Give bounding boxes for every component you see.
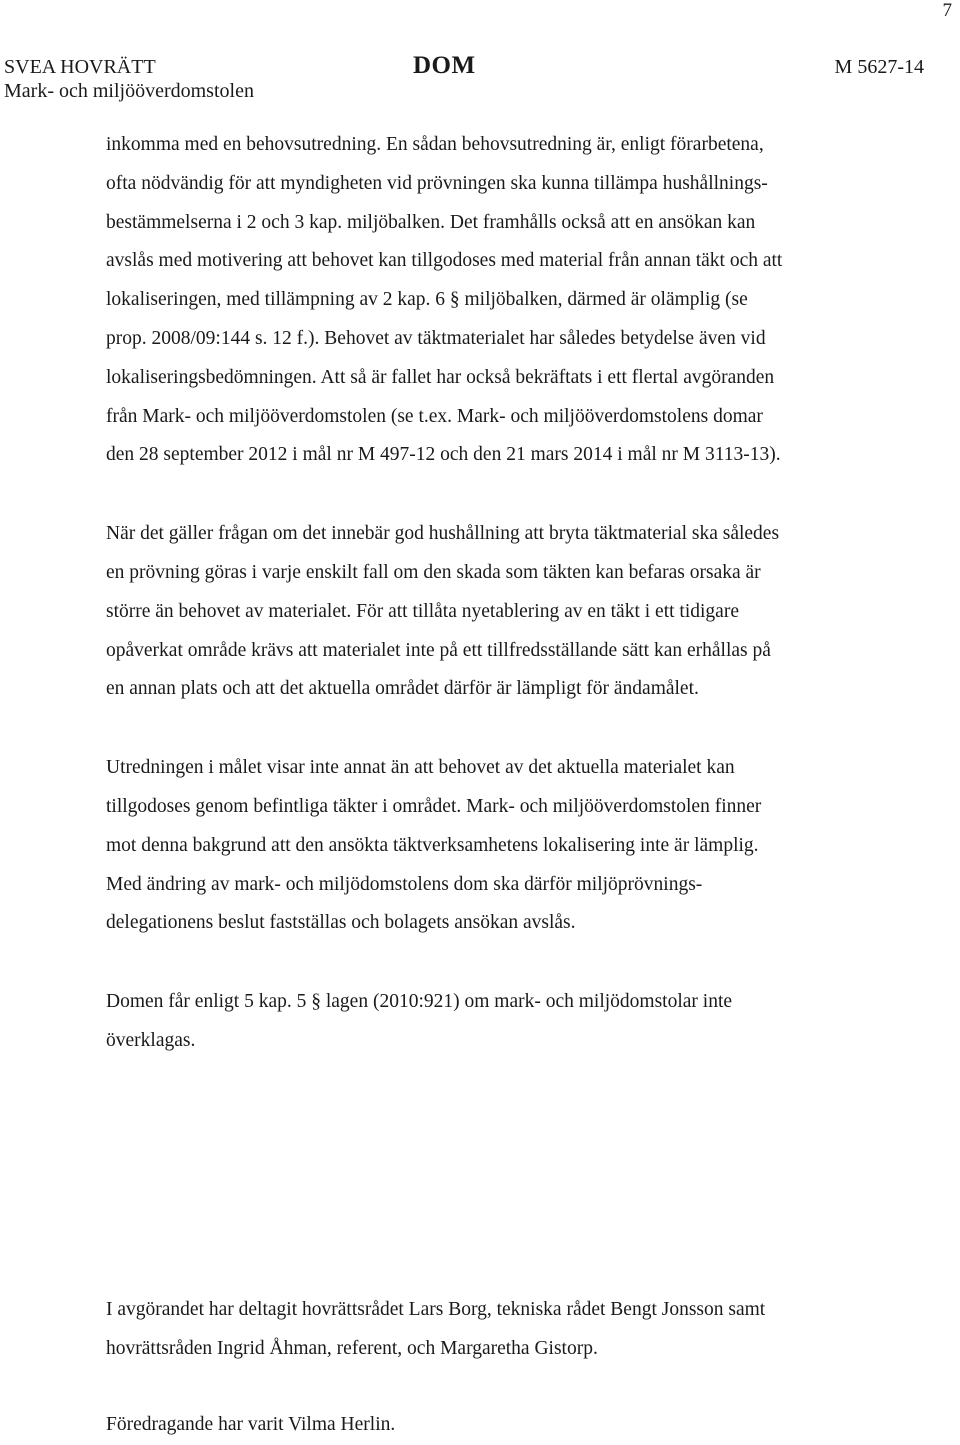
text-line: en prövning göras i varje enskilt fall om den skada som täkten kan befaras orsaka är <box>106 561 761 583</box>
text-line: prop. 2008/09:144 s. 12 f.). Behovet av täktmaterialet har således betydelse även vid <box>106 327 766 349</box>
text-line: Utredningen i målet visar inte annat än att behovet av det aktuella materialet kan <box>106 757 735 779</box>
text-line: hovrättsråden Ingrid Åhman, referent, och Margaretha Gistorp. <box>106 1337 598 1359</box>
text-line: från Mark- och miljööverdomstolen (se t.ex. Mark- och miljööverdomstolens domar <box>106 405 763 427</box>
court-division: Mark- och miljööverdomstolen <box>4 80 254 102</box>
text-line: delegationens beslut fastställas och bolagets ansökan avslås. <box>106 912 576 934</box>
text-line: Med ändring av mark- och miljödomstolens dom ska därför miljöprövnings- <box>106 873 703 895</box>
paragraph <box>106 1291 906 1369</box>
text-line: en annan plats och att det aktuella området därför är lämpligt för ändamålet. <box>106 678 699 700</box>
text-line: lokaliseringsbedömningen. Att så är fallet har också bekräftats i ett flertal avgöranden <box>106 366 775 388</box>
text-line: överklagas. <box>106 1029 196 1051</box>
text-line: När det gäller frågan om det innebär god hushållning att bryta täktmaterial ska således <box>106 523 780 545</box>
text-line: opåverkat område krävs att materialet inte på ett tillfredsställande sätt kan erhållas på <box>106 639 771 661</box>
text-line: den 28 september 2012 i mål nr M 497-12 och den 21 mars 2014 i mål nr M 3113-13). <box>106 444 781 466</box>
document-type: DOM <box>413 52 476 79</box>
case-number: M 5627-14 <box>834 56 924 78</box>
text-line: Föredragande har varit Vilma Herlin. <box>106 1414 396 1436</box>
text-line: I avgörandet har deltagit hovrättsrådet Lars Borg, tekniska rådet Bengt Jonsson samt <box>106 1298 766 1320</box>
paragraph <box>106 515 906 709</box>
paragraph <box>106 1406 906 1445</box>
document-header <box>4 52 924 106</box>
court-name: SVEA HOVRÄTT <box>4 56 156 78</box>
paragraph <box>106 749 906 943</box>
text-line: Domen får enligt 5 kap. 5 § lagen (2010:921) om mark- och miljödomstolar inte <box>106 991 733 1013</box>
text-line: större än behovet av materialet. För att tillåta nyetablering av en täkt i ett tidigare <box>106 600 739 622</box>
text-line: lokaliseringen, med tillämpning av 2 kap. 6 § miljöbalken, därmed är olämplig (se <box>106 289 748 311</box>
text-line: avslås med motivering att behovet kan tillgodoses med material från annan täkt och att <box>106 250 783 272</box>
text-line: inkomma med en behovsutredning. En sådan behovsutredning är, enligt förarbetena, <box>106 134 764 155</box>
paragraph <box>106 126 906 475</box>
paragraph <box>106 983 906 1061</box>
text-line: ofta nödvändig för att myndigheten vid prövningen ska kunna tillämpa hushållnings- <box>106 172 768 194</box>
text-line: bestämmelserna i 2 och 3 kap. miljöbalken. Det framhålls också att en ansökan kan <box>106 211 756 233</box>
text-line: tillgodoses genom befintliga täkter i området. Mark- och miljööverdomstolen finner <box>106 795 762 817</box>
page-number: 7 <box>942 0 952 21</box>
document-body <box>106 126 906 1445</box>
text-line: mot denna bakgrund att den ansökta täktverksamhetens lokalisering inte är lämplig. <box>106 834 759 856</box>
